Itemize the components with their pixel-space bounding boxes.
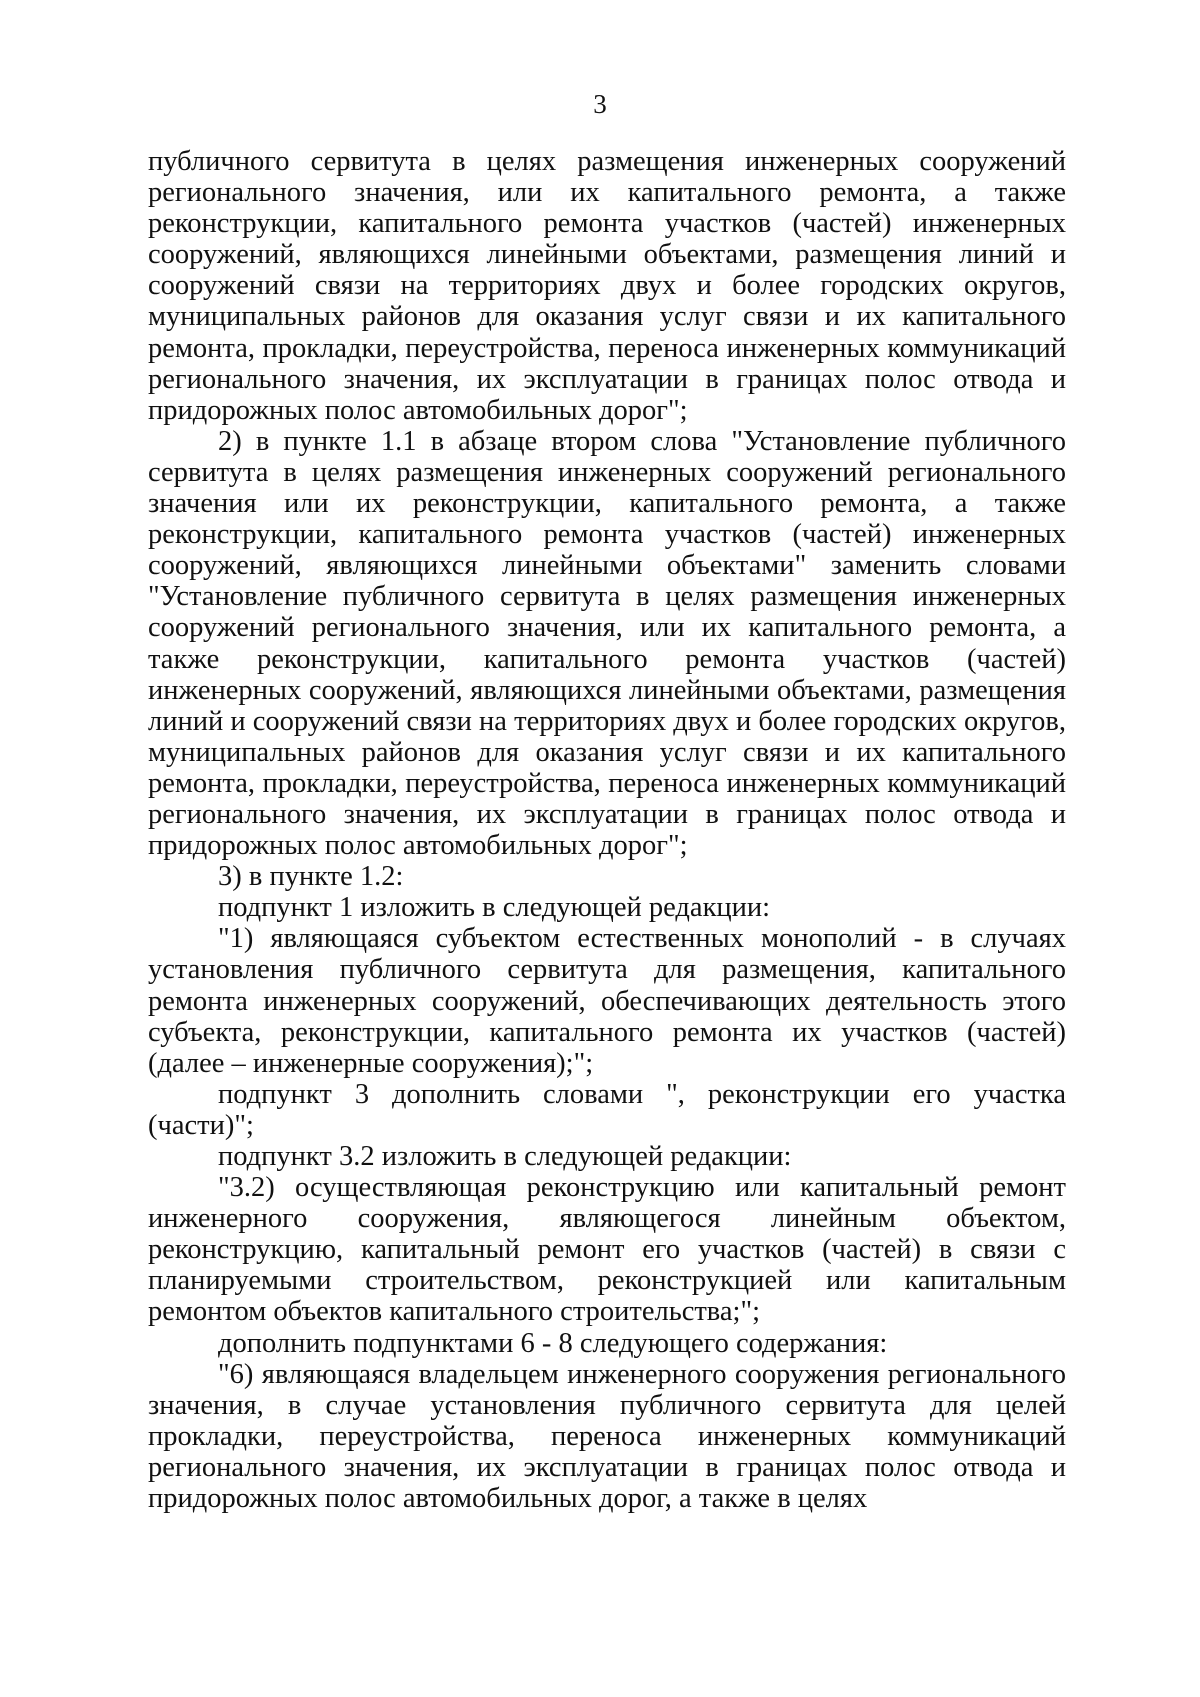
paragraph-item-3: 3) в пункте 1.2:	[218, 861, 404, 893]
paragraph-subitem-3: подпункт 3 дополнить словами ", реконструкции его участка (части)";	[148, 1078, 1066, 1141]
paragraph-subitem-1-text: "1) являющаяся субъектом естественных монополий - в случаях установления публичного сервитута для размещения, капитального ремонта инженерных сооружений, обеспечивающих деятельность этого субъекта, реконструкции, капитального ремонта их участков (частей) (далее – инженерные сооружения);";	[148, 923, 1066, 1079]
page-number: 3	[593, 89, 607, 119]
document-body	[148, 146, 1066, 1514]
paragraph-item-2: 2) в пункте 1.1 в абзаце втором слова "Установление публичного сервитута в целях размещения инженерных сооружений регионального значения или их реконструкции, капитального ремонта, а также реконструкции, капитального ремонта участков (частей) инженерных сооружений, являющихся линейными объектами" заменить словами "Установление публичного сервитута в целях размещения инженерных сооружений регионального значения, или их капитального ремонта, а также реконструкции, капитального ремонта участков (частей) инженерных сооружений, являющихся линейными объектами, размещения линий и сооружений связи на территориях двух и более городских округов, муниципальных районов для оказания услуг связи и их капитального ремонта, прокладки, переустройства, переноса инженерных коммуникаций регионального значения, их эксплуатации в границах полос отвода и придорожных полос автомобильных дорог";	[148, 425, 1066, 862]
paragraph-subitems-6-8-intro: дополнить подпунктами 6 - 8 следующего содержания:	[218, 1327, 888, 1359]
paragraph-subitem-6-text: "6) являющаяся владельцем инженерного сооружения регионального значения, в случае установления публичного сервитута для целей прокладки, переустройства, переноса инженерных коммуникаций регионального значения, их эксплуатации в границах полос отвода и придорожных полос автомобильных дорог, а также в целях	[148, 1358, 1066, 1515]
paragraph-subitem-3-2-text: "3.2) осуществляющая реконструкцию или капитальный ремонт инженерного сооружения, являющегося линейным объектом, реконструкцию, капитальный ремонт его участков (частей) в связи с планируемыми строительством, реконструкцией или капитальным ремонтом объектов капитального строительства;";	[148, 1172, 1066, 1328]
paragraph-continuation: публичного сервитута в целях размещения инженерных сооружений регионального значения, или их капитального ремонта, а также реконструкции, капитального ремонта участков (частей) инженерных сооружений, являющихся линейными объектами, размещения линий и сооружений связи на территориях двух и более городских округов, муниципальных районов для оказания услуг связи и их капитального ремонта, прокладки, переустройства, переноса инженерных коммуникаций регионального значения, их эксплуатации в границах полос отвода и придорожных полос автомобильных дорог";	[148, 146, 1066, 426]
paragraph-subitem-1-intro: подпункт 1 изложить в следующей редакции:	[218, 892, 771, 924]
paragraph-subitem-3-2-intro: подпункт 3.2 изложить в следующей редакции:	[218, 1141, 792, 1172]
